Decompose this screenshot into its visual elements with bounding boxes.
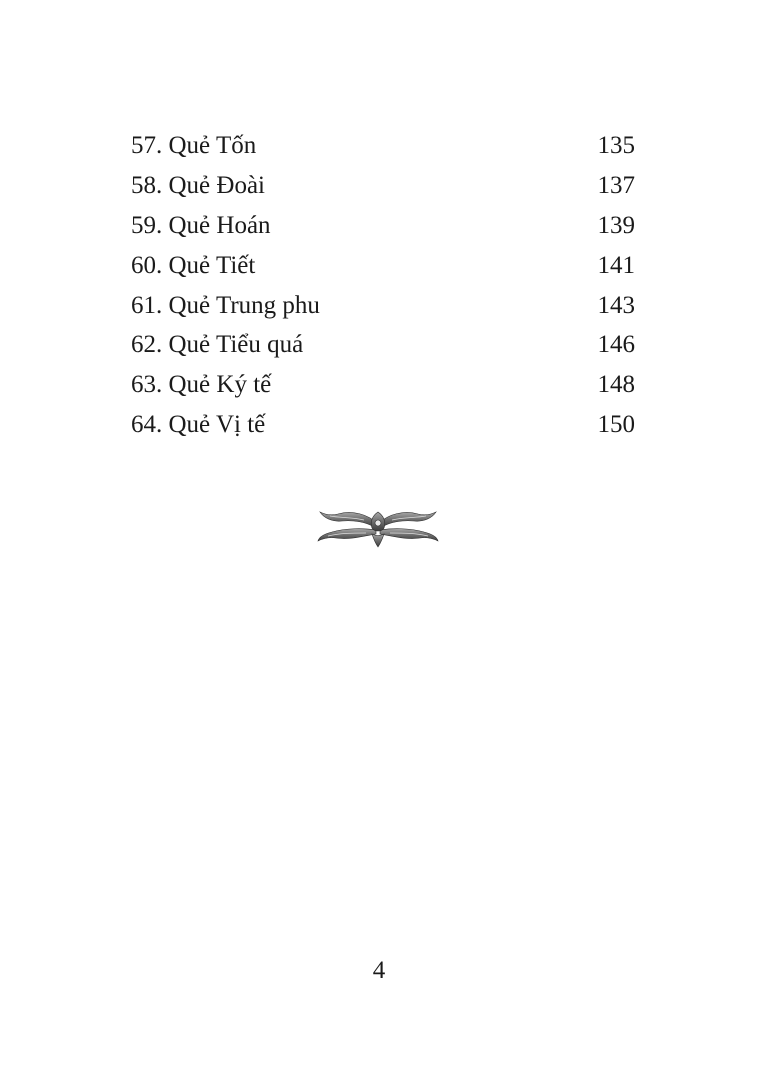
- toc-entry-page: 143: [597, 291, 635, 319]
- toc-entry-title: 61. Quẻ Trung phu: [131, 291, 320, 319]
- toc-entry: [131, 126, 635, 166]
- toc-entry: [131, 286, 635, 326]
- toc-entry-page: 150: [597, 411, 635, 439]
- toc-entry-page: 146: [597, 331, 635, 359]
- floral-scroll-ornament-icon: [316, 506, 440, 548]
- toc-entry: [131, 206, 635, 246]
- toc-entry-page: 135: [597, 132, 635, 159]
- toc-entry-title: 60. Quẻ Tiết: [131, 251, 256, 279]
- toc-entry-page: 137: [597, 171, 635, 199]
- toc-entry: [131, 246, 635, 286]
- page-number: 4: [372, 957, 386, 984]
- toc-entry-page: 139: [597, 211, 635, 239]
- table-of-contents: [131, 126, 635, 445]
- toc-entry: [131, 166, 635, 206]
- toc-entry-title: 57. Quẻ Tốn: [131, 132, 257, 159]
- toc-entry-page: 141: [597, 251, 635, 279]
- toc-entry-title: 59. Quẻ Hoán: [131, 211, 271, 239]
- toc-entry: [131, 365, 635, 405]
- toc-entry: [131, 405, 635, 445]
- toc-entry-title: 58. Quẻ Đoài: [131, 171, 265, 199]
- toc-entry-title: 62. Quẻ Tiểu quá: [131, 331, 304, 359]
- toc-entry: [131, 325, 635, 365]
- toc-entry-title: 63. Quẻ Ký tế: [131, 371, 272, 399]
- toc-entry-title: 64. Quẻ Vị tế: [131, 411, 266, 439]
- toc-entry-page: 148: [597, 371, 635, 399]
